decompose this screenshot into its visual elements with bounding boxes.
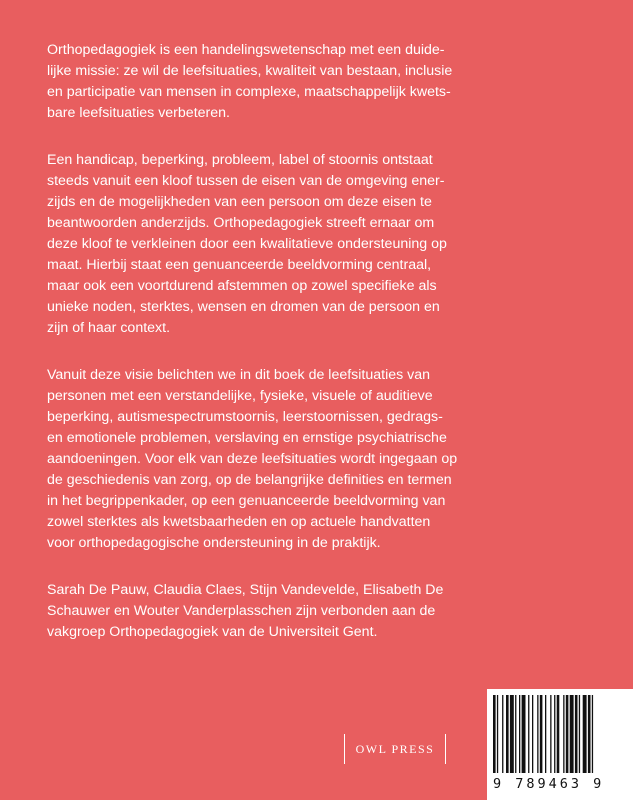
barcode-bar [583, 695, 587, 773]
text-line: beantwoorden anderzijds. Orthopedagogiek streeft ernaar om [47, 215, 435, 231]
text-line: maat. Hierbij staat een genuanceerde beeldvorming centraal, [47, 257, 432, 273]
barcode-bar [554, 695, 555, 773]
intro-paragraph [47, 40, 607, 124]
text-line: Vanuit deze visie belichten we in dit boek de leefsituaties van [47, 367, 431, 383]
text-line: zijn of haar context. [47, 320, 171, 336]
text-line: de geschiedenis van zorg, op de belangrijke definities en termen [47, 472, 452, 488]
text-line: Sarah De Pauw, Claudia Claes, Stijn Vandevelde, Elisabeth De [47, 582, 444, 598]
barcode-bar [515, 695, 516, 773]
barcode-bar [506, 695, 509, 773]
text-line: vakgroep Orthopedagogiek van de Universiteit Gent. [47, 624, 378, 640]
text-line: aandoeningen. Voor elk van deze leefsituaties wordt ingegaan op [47, 451, 458, 467]
barcode-bar [570, 695, 574, 773]
authors-paragraph [47, 580, 607, 643]
publisher-logo [344, 734, 446, 764]
text-line: beperking, autismespectrumstoornis, leerstoornissen, gedrags- [47, 409, 443, 425]
barcode-bar [563, 695, 564, 773]
barcode-bar [550, 695, 551, 773]
barcode-bar [592, 695, 593, 773]
barcode-bar [575, 695, 578, 773]
vision-paragraph [47, 150, 607, 339]
text-line: zijds en de mogelijkheden van een persoon om deze eisen te [47, 194, 432, 210]
text-line: voor orthopedagogische ondersteuning in de praktijk. [47, 535, 381, 551]
text-line: en emotionele problemen, verslaving en ernstige psychiatrische [47, 430, 447, 446]
publisher-name: OWL PRESS [355, 741, 435, 756]
barcode-bar [588, 695, 591, 773]
barcode-bar [579, 695, 580, 773]
barcode-bar [497, 695, 498, 773]
barcode-bar [566, 695, 569, 773]
barcode-bar [557, 695, 560, 773]
text-line: bare leefsituaties verbeteren. [47, 105, 230, 121]
text-line: en participatie van mensen in complexe, maatschappelijk kwets- [47, 84, 451, 100]
blurb-text [47, 40, 607, 669]
content-paragraph [47, 365, 607, 554]
text-line: steeds vanuit een kloof tussen de eisen van de omgeving ener- [47, 173, 445, 189]
text-line: unieke noden, sterktes, wensen en dromen van de persoon en [47, 299, 440, 315]
text-line: personen met een verstandelijke, fysieke, visuele of auditieve [47, 388, 433, 404]
barcode-bar [532, 695, 533, 773]
barcode-bar [528, 695, 529, 773]
text-line: Orthopedagogiek is een handelingswetenschap met een duide- [47, 42, 445, 58]
barcode-bar [540, 695, 543, 773]
isbn-barcode [487, 689, 633, 800]
text-line: zowel sterktes als kwetsbaarheden en op actuele handvatten [47, 514, 431, 530]
text-line: deze kloof te verkleinen door een kwalitatieve ondersteuning op [47, 236, 447, 252]
barcode-bar [522, 695, 526, 773]
barcode-bars [493, 695, 633, 775]
text-line: Een handicap, beperking, probleem, label of stoornis ontstaat [47, 152, 433, 168]
barcode-bar [519, 695, 520, 773]
text-line: maar ook een voortdurend afstemmen op zowel specifieke als [47, 278, 437, 294]
barcode-bar [510, 695, 514, 773]
barcode-bar [493, 695, 496, 773]
text-line: in het begrippenkader, op een genuanceerde beeldvorming van [47, 493, 446, 509]
text-line: Schauwer en Wouter Vanderplasschen zijn verbonden aan de [47, 603, 436, 619]
barcode-bar [537, 695, 538, 773]
isbn-number: 9 789463 9 [493, 776, 605, 792]
barcode-bar [502, 695, 503, 773]
barcode-bar [545, 695, 546, 773]
text-line: lijke missie: ze wil de leefsituaties, kwaliteit van bestaan, inclusie [47, 63, 453, 79]
